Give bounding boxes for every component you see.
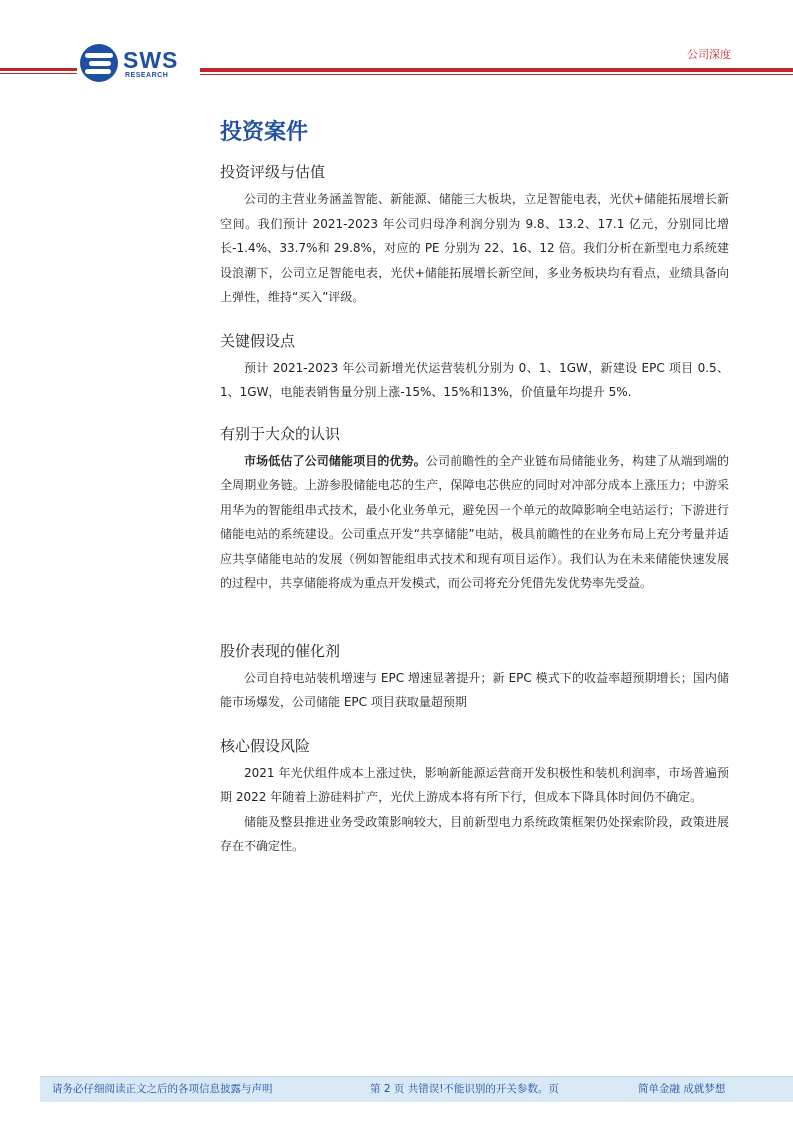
section-risks (220, 735, 729, 859)
section-heading: 股价表现的催化剂 (220, 641, 341, 660)
section-key-assumptions (220, 330, 729, 405)
section-heading: 投资评级与估值 (220, 163, 326, 181)
logo-subtext: RESEARCH (125, 72, 169, 79)
section-valuation (220, 161, 729, 310)
paragraph: 公司自持电站装机增速与 EPC 增速显著提升；新 EPC 模式下的收益率超预期增长；国内储能市场爆发，公司储能 EPC 项目获取量超预期 (220, 670, 729, 709)
section-heading: 关键假设点 (220, 331, 296, 350)
section-heading: 核心假设风险 (220, 736, 311, 755)
section-heading: 有别于大众的认识 (220, 424, 341, 443)
logo-text: SWS (123, 47, 179, 73)
paragraph: 公司的主营业务涵盖智能、新能源、储能三大板块，立足智能电表，光伏+储能拓展增长新空间。我们预计 2021-2023 年公司归母净利润分别为 9.8、13.2、17.1 亿元，分别同比增长-1.4%、33.7%和 29.8%，对应的 PE 分别为 22、16、12 倍。我们分析在新型电力系统建设浪潮下，公司立足智能电表，光伏+储能拓展增长新空间，多业务板块均有看点，业绩具备向上弹性，维持“买入”评级。 (220, 192, 729, 304)
paragraph: 预计 2021-2023 年公司新增光伏运营装机分别为 0、1、1GW，新建设 EPC 项目 0.5、1、1GW，电能表销售量分别上涨-15%、15%和13%，价值量年均提升 5%. (220, 360, 729, 399)
bold-lead: 市场低估了公司储能项目的优势。 (244, 453, 426, 468)
section-differentiated-view (220, 423, 729, 596)
paragraph: 储能及整县推进业务受政策影响较大，目前新型电力系统政策框架仍处探索阶段，政策进展存在不确定性。 (220, 814, 729, 853)
footer-slogan: 简单金融 成就梦想 (638, 1083, 726, 1095)
paragraph: 2021 年光伏组件成本上涨过快，影响新能源运营商开发积极性和装机利润率，市场普遍预期 2022 年随着上游硅料扩产，光伏上游成本将有所下行，但成本下降具体时间仍不确定。 (220, 765, 729, 804)
paragraph (220, 449, 729, 596)
header-divider-left (0, 68, 77, 71)
footer-page-number: 第 2 页 共错误!不能识别的开关参数。页 (370, 1083, 559, 1095)
header-divider-right-thin (200, 74, 793, 75)
company-logo (80, 44, 190, 84)
section-catalysts (220, 640, 729, 715)
paragraph-body: 公司前瞻性的全产业链布局储能业务，构建了从端到端的全周期业务链。上游参股储能电芯的生产，保障电芯供应的同时对冲部分成本上涨压力；中游采用华为的智能组串式技术，最小化业务单元，避免因一个单元的故障影响全电站运行；下游进行储能电站的系统建设。公司重点开发“共享储能”电站，极具前瞻性的在业务布局上充分考量并适应共享储能电站的发展（例如智能组串式技术和现有项目运作）。我们认为在未来储能快速发展的过程中，共享储能将成为重点开发模式，而公司将充分凭借先发优势率先受益。 (220, 453, 729, 590)
logo-mark-icon (80, 44, 118, 82)
header-divider-right (200, 68, 793, 72)
document-type: 公司深度 (687, 48, 731, 61)
header-divider-left-thin (0, 73, 77, 74)
page-title: 投资案件 (220, 120, 309, 145)
footer-disclaimer: 请务必仔细阅读正文之后的各项信息披露与声明 (52, 1083, 273, 1095)
main-content (220, 118, 729, 859)
